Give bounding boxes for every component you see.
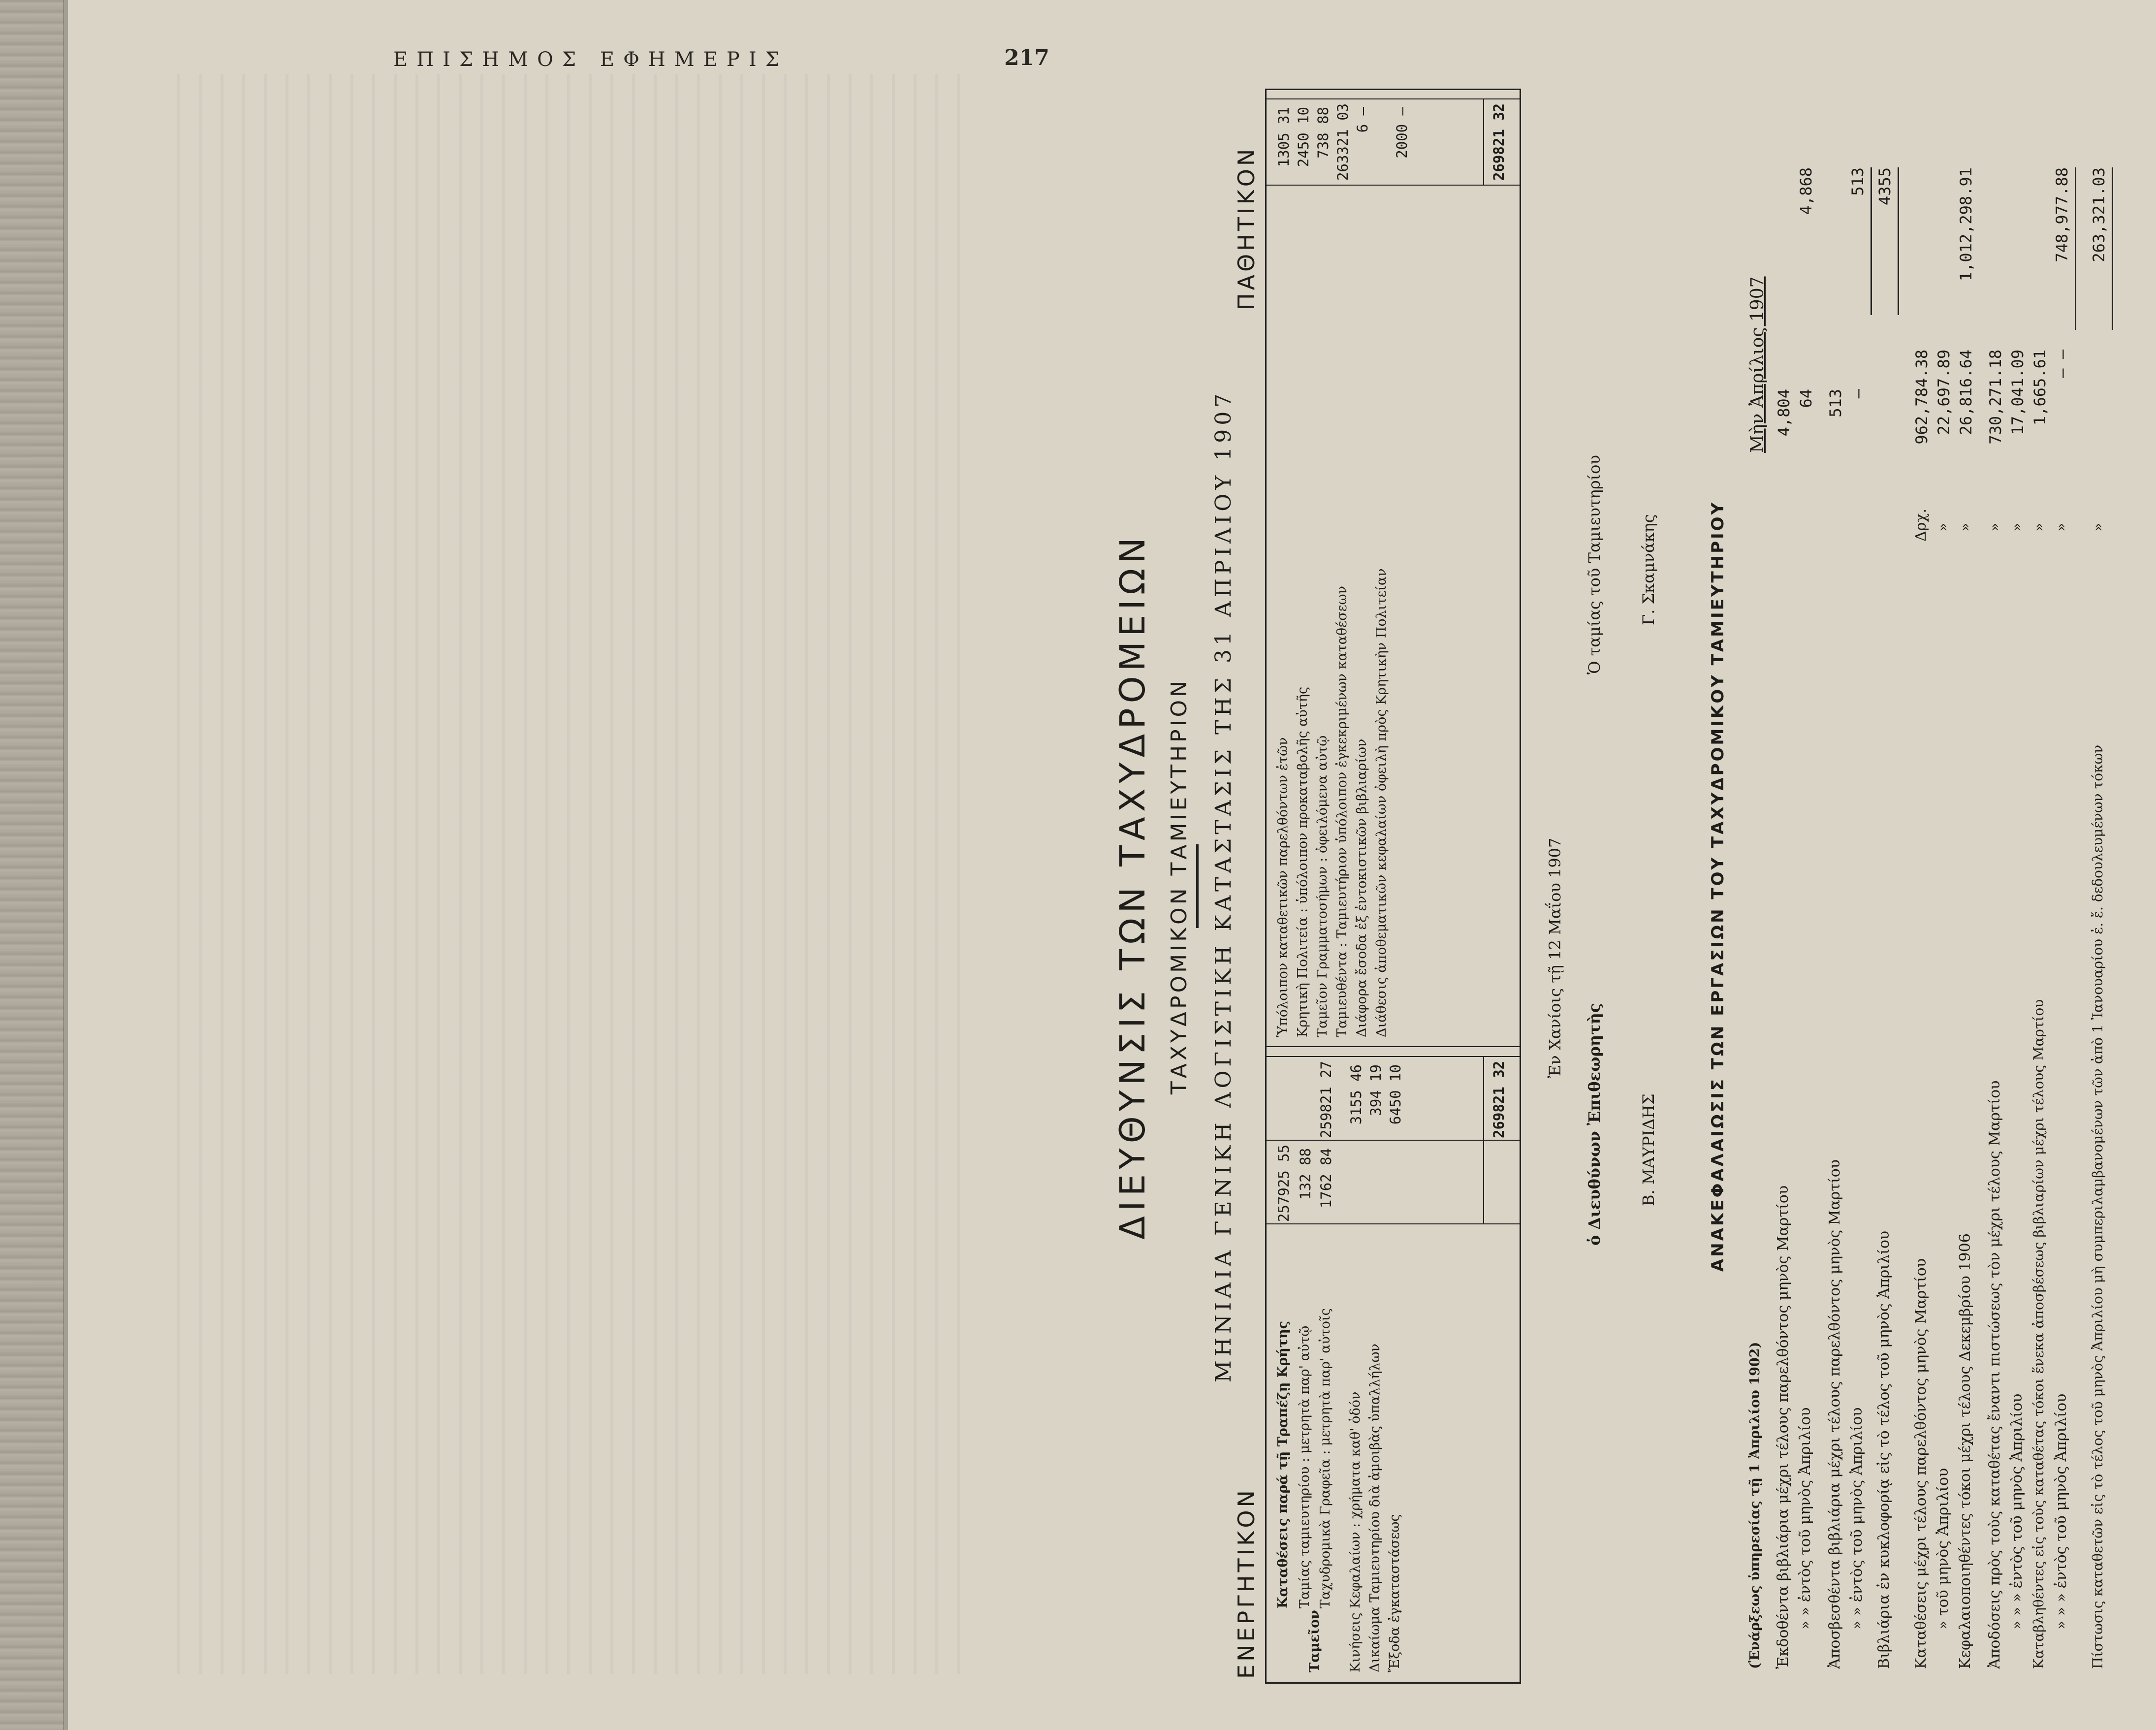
- cash-row-label: Ταμίας ταμιευτηρίου : μετρητὰ παρ' αὐτῷ: [1297, 1325, 1312, 1608]
- title-rule: [1196, 844, 1199, 928]
- assets-total: 269821 32: [1490, 1060, 1507, 1138]
- page-number: 217: [1004, 45, 1049, 70]
- summary-sub-value: — —: [2053, 350, 2071, 378]
- other-asset-label: Ἔξοδα ἐγκαταστάσεως: [1387, 1514, 1402, 1672]
- summary-line: » τοῦ μηνὸς Ἀπριλίου: [1934, 1468, 1952, 1630]
- summary-line: Κεφαλαιοποιηθέντες τόκοι μέχρι τέλους Δεκεμβρίου 1906: [1957, 1233, 1974, 1669]
- ditto-mark: »: [1986, 522, 2003, 532]
- statement-title: ΜΗΝΙΑΙΑ ΓΕΝΙΚΗ ΛΟΓΙΣΤΙΚΗ ΚΑΤΑΣΤΑΣΙΣ ΤΗΣ 31 ΑΠΡΙΛΙΟΥ 1907: [1211, 389, 1236, 1383]
- cash-subtotal: 259821 27: [1318, 1060, 1334, 1138]
- currency-prefix: Δρχ.: [1912, 508, 1930, 542]
- binding-shadow: [63, 0, 68, 1730]
- summary-sub-value: 26,816.64: [1957, 350, 1975, 435]
- liabilities-edge: [1267, 98, 1520, 99]
- liabilities-total: 269821 32: [1490, 103, 1507, 181]
- total-rule: [2075, 167, 2076, 330]
- liability-label: Ταμεῖον Γραμματοσήμων : ὀφειλόμενα αὐτῷ: [1315, 735, 1330, 1037]
- summary-line: » » » ἐντὸς τοῦ μηνὸς Ἀπριλίου: [2053, 1393, 2070, 1630]
- liabilities-amount-divider: [1267, 185, 1520, 186]
- summary-grand-total: 263,321.03: [2090, 167, 2108, 262]
- cash-group-label: Ταμεῖον: [1307, 1610, 1322, 1672]
- liability-label: Ὑπόλοιπον καταθετικῶν παρελθόντων ἐτῶν: [1275, 737, 1291, 1037]
- summary-sub-value: 513: [1826, 389, 1845, 417]
- cash-row-amount: 132 88: [1297, 1148, 1314, 1200]
- assets-total-rule: [1483, 1057, 1484, 1224]
- other-asset-label: Κινήσεις Κεφαλαίων : χρήματα καθ' ὁδόν: [1348, 1391, 1363, 1672]
- rotated-statement: [1112, 84, 2156, 1689]
- summary-line: » » ἐντὸς τοῦ μηνὸς Ἀπριλίου: [1797, 1407, 1814, 1630]
- summary-sub-value: —: [1848, 389, 1867, 399]
- liability-amount: 6 —: [1354, 107, 1371, 133]
- show-through-texture: [177, 74, 965, 1674]
- summary-line: Ἐκδοθέντα βιβλιάρια μέχρι τέλους παρελθόντος μηνὸς Μαρτίου: [1775, 1185, 1792, 1669]
- summary-total-value: 513: [1848, 167, 1867, 196]
- liability-label: Διάφορα ἔσοδα ἐξ ἐντοκιστικῶν βιβλιαρίων: [1354, 738, 1369, 1037]
- summary-title: ΑΝΑΚΕΦΑΛΑΙΩΣΙΣ ΤΩΝ ΕΡΓΑΣΙΩΝ ΤΟΥ ΤΑΧΥΔΡΟΜΙΚΟΥ ΤΑΜΙΕΥΤΗΡΙΟΥ: [1708, 500, 1728, 1272]
- liability-amount: 738 88: [1315, 107, 1332, 159]
- assets-heading: ΕΝΕΡΓΗΤΙΚΟΝ: [1233, 1487, 1260, 1679]
- summary-total-value: 4355: [1875, 167, 1894, 206]
- ditto-mark: »: [2090, 522, 2107, 532]
- summary-sub-value: 730,271.18: [1986, 350, 2005, 445]
- summary-line: Καταθέσεις μέχρι τέλους παρελθόντος μηνὸς Μαρτίου: [1912, 1258, 1930, 1669]
- ditto-mark: »: [1934, 522, 1952, 532]
- summary-sub-value: 64: [1797, 389, 1815, 408]
- ditto-mark: »: [2030, 522, 2048, 532]
- assets-amount-divider: [1267, 1223, 1520, 1224]
- other-asset-label: Δικαίωμα Ταμιευτηρίου διὰ ἀμοιβὰς ὑπαλλήλων: [1367, 1344, 1383, 1672]
- summary-line: Βιβλιάρια ἐν κυκλοφορίᾳ εἰς τὸ τέλος τοῦ μηνὸς Ἀπριλίου: [1875, 1230, 1893, 1669]
- summary-sub-value: 22,697.89: [1934, 350, 1953, 435]
- period-note: (Ἐνάρξεως ὑπηρεσίας τῇ 1 Ἀπριλίου 1902): [1747, 1342, 1763, 1669]
- liabilities-heading: ΠΑΘΗΤΙΚΟΝ: [1233, 146, 1260, 310]
- bank-deposits-label: Καταθέσεις παρά τῇ Τραπέζῃ Κρήτης: [1275, 1320, 1291, 1608]
- assets-sub-divider: [1267, 1140, 1520, 1141]
- balance-sheet-table: [1265, 89, 1521, 1684]
- ditto-mark: »: [1957, 522, 1974, 532]
- ditto-mark: »: [2008, 522, 2026, 532]
- summary-total-value: 4,868: [1797, 167, 1815, 215]
- treasurer-name: Γ. Σκαμνάκης: [1639, 514, 1658, 625]
- liability-amount: 2000 —: [1394, 107, 1410, 159]
- summary-line: Καταβληθέντες εἰς τοὺς καταθέτας τόκοι ἕνεκα ἀποσβέσεως βιβλιαρίων μέχρι τέλους Μαρτίου: [2030, 999, 2047, 1669]
- center-divider: [1267, 1046, 1520, 1047]
- liability-label: Διάθεσις ἀποθεματικῶν κεφαλαίων ὀφειλὴ πρὸς Κρητικὴν Πολιτείαν: [1374, 568, 1389, 1037]
- bank-deposits-amount: 257925 55: [1275, 1144, 1292, 1222]
- grand-total-rule: [2112, 167, 2113, 330]
- subtraction-rule: [1871, 167, 1872, 315]
- other-asset-amount: 6450 10: [1387, 1064, 1404, 1125]
- summary-line: Ἀποδόσεις πρὸς τοὺς καταθέτας ἔναντι πιστώσεως τὸν μέχρι τέλους Μαρτίου: [1986, 1080, 2003, 1669]
- summary-sub-value: 17,041.09: [2008, 350, 2027, 435]
- running-head: ΕΠΙΣΗΜΟΣ ΕΦΗΜΕΡΙΣ: [393, 48, 788, 71]
- liability-label: Κρητικὴ Πολιτεία : ὑπόλοιπον προκαταβολῆς αὐτῆς: [1295, 686, 1310, 1037]
- liability-amount: 263321 03: [1334, 103, 1351, 181]
- liability-amount: 1305 31: [1275, 107, 1292, 167]
- summary-total-value: 748,977.88: [2053, 167, 2071, 262]
- summary-line: » » ἐντὸς τοῦ μηνὸς Ἀπριλίου: [1848, 1407, 1866, 1630]
- director-name: Β. ΜΑΥΡΙΔΗΣ: [1639, 1093, 1658, 1206]
- liability-label: Ταμιευθέντα : Ταμιευτήριον ὑπόλοιπον ἐγκεκριμένων καταθέσεων: [1334, 586, 1350, 1037]
- cash-row-label: Ταχυδρομικὰ Γραφεῖα : μετρητὰ παρ' αὐτοῖς: [1318, 1308, 1333, 1608]
- ditto-mark: »: [2053, 522, 2070, 532]
- director-title: ὁ Διευθύνων Ἐπιθεωρητὴς: [1585, 1003, 1604, 1246]
- summary-sub-value: 4,804: [1775, 389, 1793, 437]
- other-asset-amount: 3155 46: [1348, 1064, 1364, 1125]
- summary-line: Πίστωσις καταθετῶν εἰς τὸ τέλος τοῦ μηνὸς Ἀπριλίου μὴ συμπεριλαμβανομένων τῶν ἀπὸ 1 Ἰανουαρίου ἐ. ἔ. δεδουλευμένων τόκων: [2090, 744, 2106, 1669]
- other-asset-amount: 394 19: [1367, 1064, 1384, 1116]
- total-rule: [1898, 167, 1899, 315]
- cash-row-amount: 1762 84: [1318, 1148, 1334, 1209]
- month-header: Μὴν Ἀπρίλιος 1907: [1747, 276, 1768, 453]
- liabilities-total-rule: [1483, 99, 1484, 186]
- treasurer-title: Ὁ ταμίας τοῦ Ταμιευτηρίου: [1585, 455, 1604, 674]
- facing-page-edge: [0, 0, 64, 1730]
- liability-amount: 2450 10: [1295, 107, 1312, 167]
- summary-line: » » » ἐντὸς τοῦ μηνὸς Ἀπριλίου: [2008, 1393, 2026, 1630]
- summary-sub-value: 962,784.38: [1912, 350, 1931, 445]
- summary-total-value: 1,012,298.91: [1957, 167, 1975, 282]
- savings-bank-title: ΤΑΧΥΔΡΟΜΙΚΟΝ ΤΑΜΙΕΥΤΗΡΙΟΝ: [1167, 677, 1192, 1095]
- department-title: ΔΙΕΥΘΥΝΣΙΣ ΤΩΝ ΤΑΧΥΔΡΟΜΕΙΩΝ: [1112, 533, 1153, 1240]
- place-date: Ἐν Χανίοις τῇ 12 Μαΐου 1907: [1546, 837, 1564, 1078]
- summary-sub-value: 1,665.61: [2030, 350, 2049, 426]
- summary-line: Ἀποσβεσθέντα βιβλιάρια μέχρι τέλους παρελθόντος μηνὸς Μαρτίου: [1826, 1159, 1843, 1669]
- assets-total-divider: [1267, 1056, 1520, 1057]
